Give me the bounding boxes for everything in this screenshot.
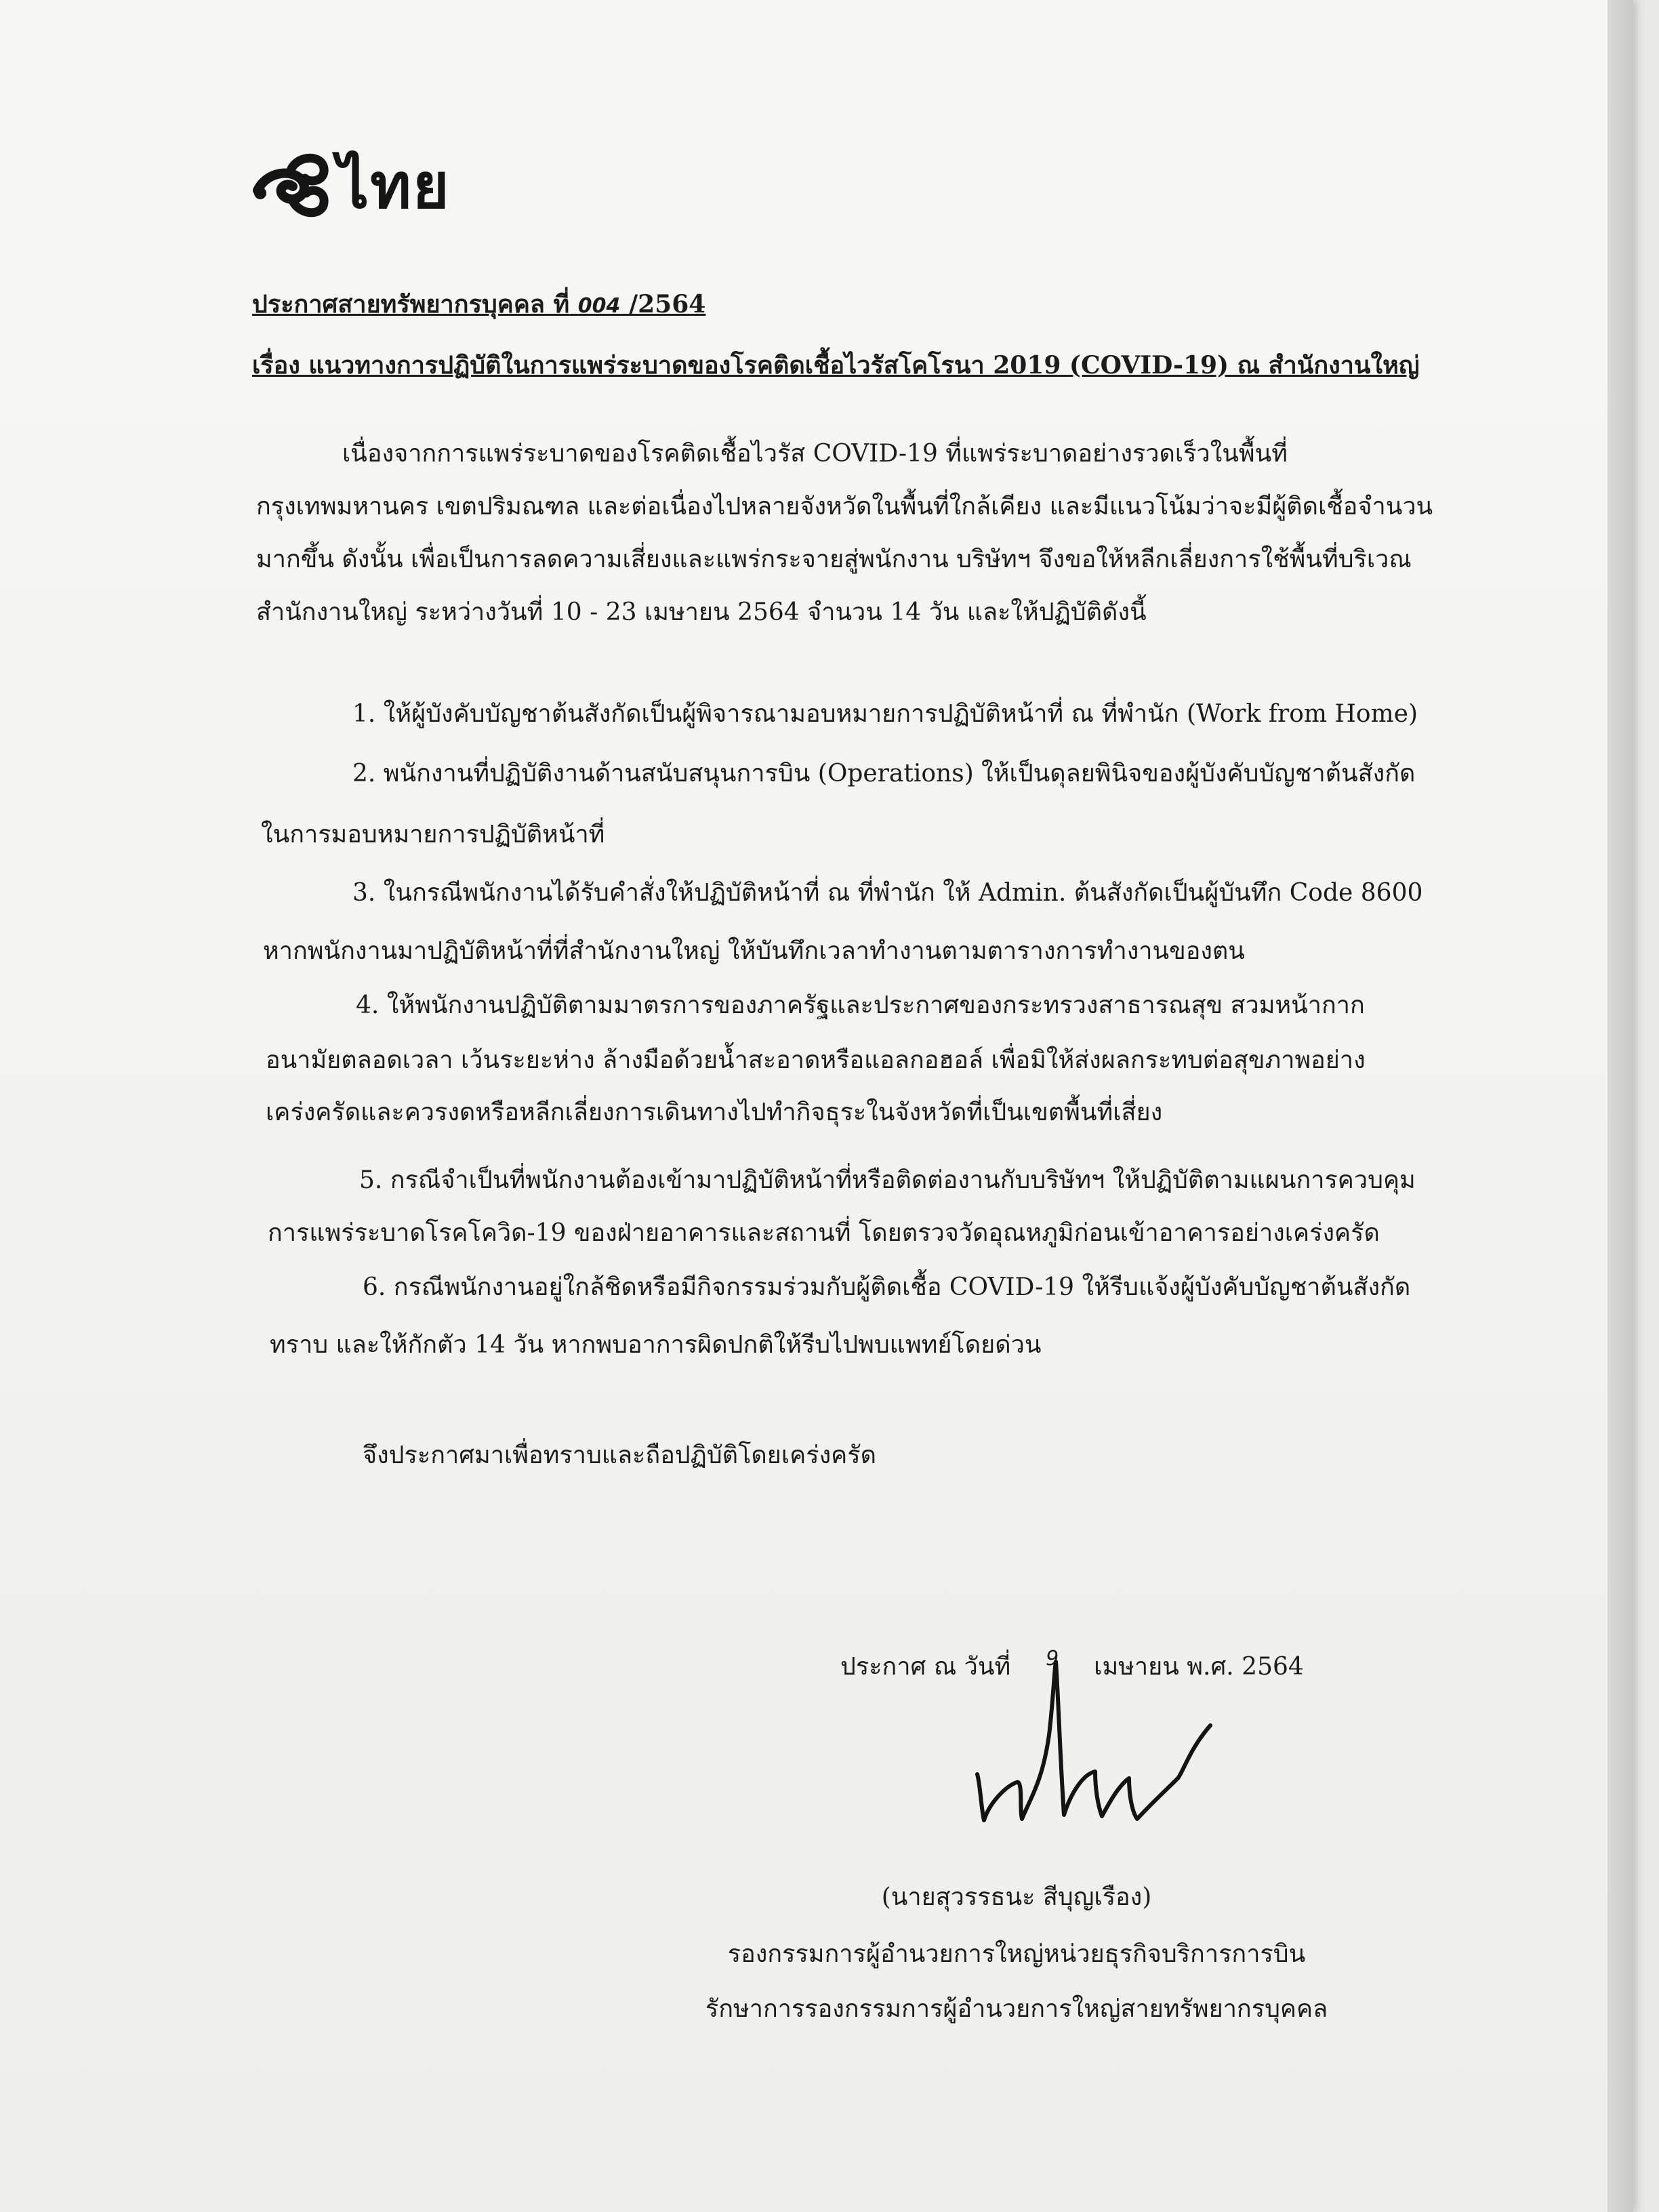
item-5-cont: การแพร่ระบาดโรคโควิด-19 ของฝ่ายอาคารและสถานที่ โดยตรวจวัดอุณหภูมิก่อนเข้าอาคารอย่างเคร่งครัด: [268, 1219, 1380, 1247]
item-6: 6. กรณีพนักงานอยู่ใกล้ชิดหรือมีกิจกรรมร่วมกับผู้ติดเชื้อ COVID-19 ให้รีบแจ้งผู้บังคับบัญชาต้นสังกัด: [363, 1273, 1411, 1301]
item-5: 5. กรณีจำเป็นที่พนักงานต้องเข้ามาปฏิบัติหน้าที่หรือติดต่องานกับบริษัทฯ ให้ปฏิบัติตามแผนการควบคุม: [359, 1166, 1416, 1194]
item-3-cont: หากพนักงานมาปฏิบัติหน้าที่ที่สำนักงานใหญ่ ให้บันทึกเวลาทำงานตามตารางการทำงานของตน: [263, 937, 1245, 965]
intro-line: สำนักงานใหญ่ ระหว่างวันที่ 10 - 23 เมษายน 2564 จำนวน 14 วัน และให้ปฏิบัติดังนี้: [256, 598, 1147, 626]
item-2-cont: ในการมอบหมายการปฏิบัติหน้าที่: [261, 821, 605, 848]
announcement-number: [252, 285, 705, 323]
date-prefix: ประกาศ ณ วันที่: [840, 1653, 1011, 1681]
brand-text: ไทย: [337, 150, 451, 222]
thai-airways-orchid-icon: [251, 148, 331, 223]
logo: [251, 136, 451, 235]
intro-line: กรุงเทพมหานคร เขตปริมณฑล และต่อเนื่องไปหลายจังหวัดในพื้นที่ใกล้เคียง และมีแนวโน้มว่าจะมีผู้ติดเชื้อจำนวน: [256, 493, 1433, 520]
signatory-position-2: รักษาการรองกรรมการผู้อำนวยการใหญ่สายทรัพยากรบุคคล: [705, 1995, 1328, 2023]
date-suffix: เมษายน พ.ศ. 2564: [1094, 1653, 1304, 1681]
signature-mark: [969, 1654, 1227, 1843]
item-2: 2. พนักงานที่ปฏิบัติงานด้านสนับสนุนการบิน (Operations) ให้เป็นดุลยพินิจของผู้บังคับบัญชาต้นสังกัด: [352, 760, 1416, 787]
item-4-cont: อนามัยตลอดเวลา เว้นระยะห่าง ล้างมือด้วยน้ำสะอาดหรือแอลกอฮอล์ เพื่อมิให้ส่งผลกระทบต่อสุขภาพอย่าง: [266, 1046, 1366, 1074]
item-3: 3. ในกรณีพนักงานได้รับคำสั่งให้ปฏิบัติหน้าที่ ณ ที่พำนัก ให้ Admin. ต้นสังกัดเป็นผู้บันทึก Code 8600: [352, 879, 1423, 907]
item-4: 4. ให้พนักงานปฏิบัติตามมาตรการของภาครัฐและประกาศของกระทรวงสาธารณสุข สวมหน้ากาก: [356, 991, 1365, 1019]
intro-line: เนื่องจากการแพร่ระบาดของโรคติดเชื้อไวรัส COVID-19 ที่แพร่ระบาดอย่างรวดเร็วในพื้นที่: [342, 440, 1288, 468]
announcement-suffix: /2564: [628, 290, 706, 319]
item-4-cont: เคร่งครัดและควรงดหรือหลีกเลี่ยงการเดินทางไปทำกิจธุระในจังหวัดที่เป็นเขตพื้นที่เสี่ยง: [266, 1099, 1163, 1126]
subject-line: เรื่อง แนวทางการปฏิบัติในการแพร่ระบาดของโรคติดเชื้อไวรัสโคโรนา 2019 (COVID-19) ณ สำนักงานใหญ่: [252, 351, 1420, 380]
date-day-handwritten: 9: [1046, 1647, 1059, 1671]
intro-line: มากขึ้น ดังนั้น เพื่อเป็นการลดความเสี่ยงและแพร่กระจายสู่พนักงาน บริษัทฯ จึงขอให้หลีกเลี่ยงการใช้พื้นที่บริเวณ: [256, 546, 1412, 573]
signatory-position-1: รองกรรมการผู้อำนวยการใหญ่หน่วยธุรกิจบริการการบิน: [727, 1940, 1306, 1968]
paper-edge: [1607, 0, 1633, 2212]
announcement-number-handwritten: 004: [577, 294, 621, 318]
announcement-prefix: ประกาศสายทรัพยากรบุคคล ที่: [252, 290, 570, 319]
closing-statement: จึงประกาศมาเพื่อทราบและถือปฏิบัติโดยเคร่งครัด: [363, 1441, 876, 1469]
item-1: 1. ให้ผู้บังคับบัญชาต้นสังกัดเป็นผู้พิจารณามอบหมายการปฏิบัติหน้าที่ ณ ที่พำนัก (Work from Home): [352, 700, 1418, 728]
signatory-name: (นายสุวรรธนะ สีบุญเรือง): [881, 1883, 1152, 1911]
item-6-cont: ทราบ และให้กักตัว 14 วัน หากพบอาการผิดปกติให้รีบไปพบแพทย์โดยด่วน: [270, 1331, 1042, 1359]
